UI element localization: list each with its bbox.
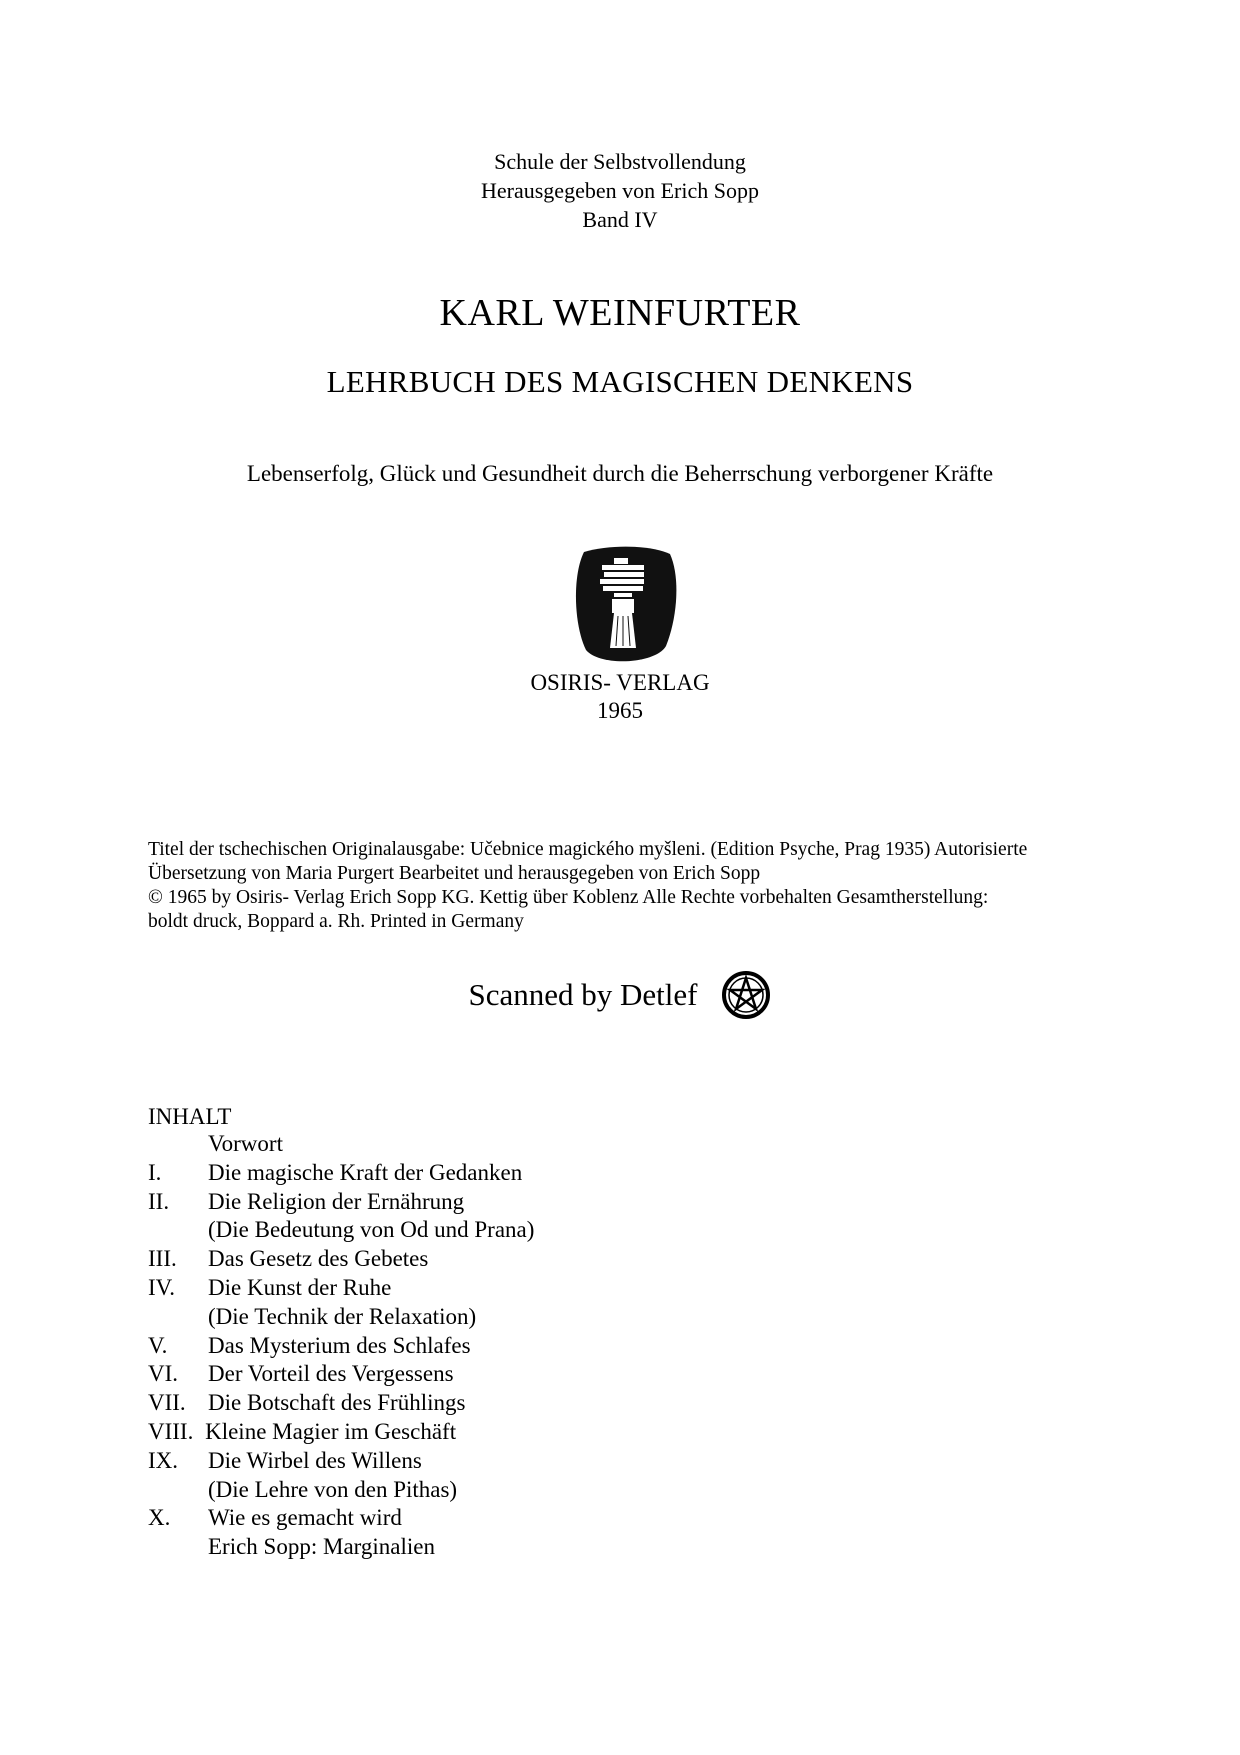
toc-entry-number: IX.: [148, 1447, 179, 1473]
toc-entry: [148, 1159, 848, 1188]
toc-entry-title: Kleine Magier im Geschäft: [205, 1418, 457, 1444]
scanned-credit: [0, 970, 1240, 1020]
toc-entry-number: III.: [148, 1246, 177, 1272]
toc-entry-number: V.: [148, 1332, 168, 1358]
toc-entry-number: I.: [148, 1159, 162, 1185]
toc-entry: [148, 1418, 848, 1447]
toc-entry: [148, 1130, 848, 1159]
toc-entry-title: Erich Sopp: Marginalien: [208, 1534, 435, 1560]
series-volume: Band IV: [582, 207, 658, 232]
imprint-line: Übersetzung von Maria Purgert Bearbeitet und herausgegeben von Erich Sopp: [148, 863, 761, 884]
book-title: LEHRBUCH DES MAGISCHEN DENKENS: [326, 364, 914, 399]
toc-entry-title: (Die Lehre von den Pithas): [208, 1476, 458, 1502]
toc-entry: [148, 1303, 848, 1332]
imprint: [148, 838, 1108, 934]
toc-entry-title: Das Gesetz des Gebetes: [208, 1246, 429, 1272]
author-name: KARL WEINFURTER: [439, 292, 801, 334]
toc-entry: [148, 1245, 848, 1274]
scanned-text: Scanned by Detlef: [468, 977, 698, 1012]
pentagram-icon: [721, 970, 771, 1020]
toc-entry-number: II.: [148, 1188, 170, 1214]
toc-entry-title: Die Wirbel des Willens: [208, 1447, 422, 1473]
imprint-line: boldt druck, Boppard a. Rh. Printed in Germany: [148, 911, 524, 932]
toc-entry: [148, 1476, 848, 1505]
series-name: Schule der Selbstvollendung: [494, 149, 746, 174]
toc-entry: [148, 1447, 848, 1476]
publication-year: 1965: [597, 698, 643, 723]
toc-entry: [148, 1274, 848, 1303]
toc-entry-title: Die Kunst der Ruhe: [208, 1274, 392, 1300]
toc-entry-number: VI.: [148, 1361, 179, 1387]
toc-entry-title: Der Vorteil des Vergessens: [208, 1361, 454, 1387]
toc-entry: [148, 1360, 848, 1389]
series-header: [0, 147, 1240, 234]
toc-entry: [148, 1216, 848, 1245]
series-editor: Herausgegeben von Erich Sopp: [481, 178, 759, 203]
toc-entry: [148, 1389, 848, 1418]
toc-heading: INHALT: [148, 1104, 232, 1129]
book-subtitle: Lebenserfolg, Glück und Gesundheit durch die Beherrschung verborgener Kräfte: [246, 461, 994, 486]
imprint-line: © 1965 by Osiris- Verlag Erich Sopp KG. Kettig über Koblenz Alle Rechte vorbehalten Gesamtherstellung:: [148, 887, 989, 908]
djed-pillar-icon: [570, 546, 680, 666]
table-of-contents: [148, 1130, 848, 1562]
toc-entry-number: VIII.: [148, 1418, 194, 1444]
imprint-line: Titel der tschechischen Originalausgabe: Učebnice magického myšleni. (Edition Psyche, Prag 1935) Autorisierte: [148, 839, 1028, 860]
toc-entry-title: Die Religion der Ernährung: [208, 1188, 465, 1214]
toc-entry-number: IV.: [148, 1274, 176, 1300]
publisher: [0, 669, 1240, 725]
toc-entry: [148, 1504, 848, 1533]
toc-entry: [148, 1188, 848, 1217]
toc-entry-number: X.: [148, 1505, 171, 1531]
toc-entry-title: Die Botschaft des Frühlings: [208, 1390, 466, 1416]
publisher-name: OSIRIS- VERLAG: [530, 670, 710, 695]
toc-entry-title: Wie es gemacht wird: [208, 1505, 402, 1531]
toc-entry-title: (Die Technik der Relaxation): [208, 1303, 477, 1329]
toc-entry-title: Vorwort: [208, 1131, 283, 1156]
toc-entry-title: Die magische Kraft der Gedanken: [208, 1159, 523, 1185]
toc-entry: [148, 1332, 848, 1361]
toc-entry-title: Das Mysterium des Schlafes: [208, 1332, 471, 1358]
toc-entry-title: (Die Bedeutung von Od und Prana): [208, 1217, 535, 1243]
toc-entry-number: VII.: [148, 1390, 186, 1416]
toc-entry: [148, 1533, 848, 1562]
